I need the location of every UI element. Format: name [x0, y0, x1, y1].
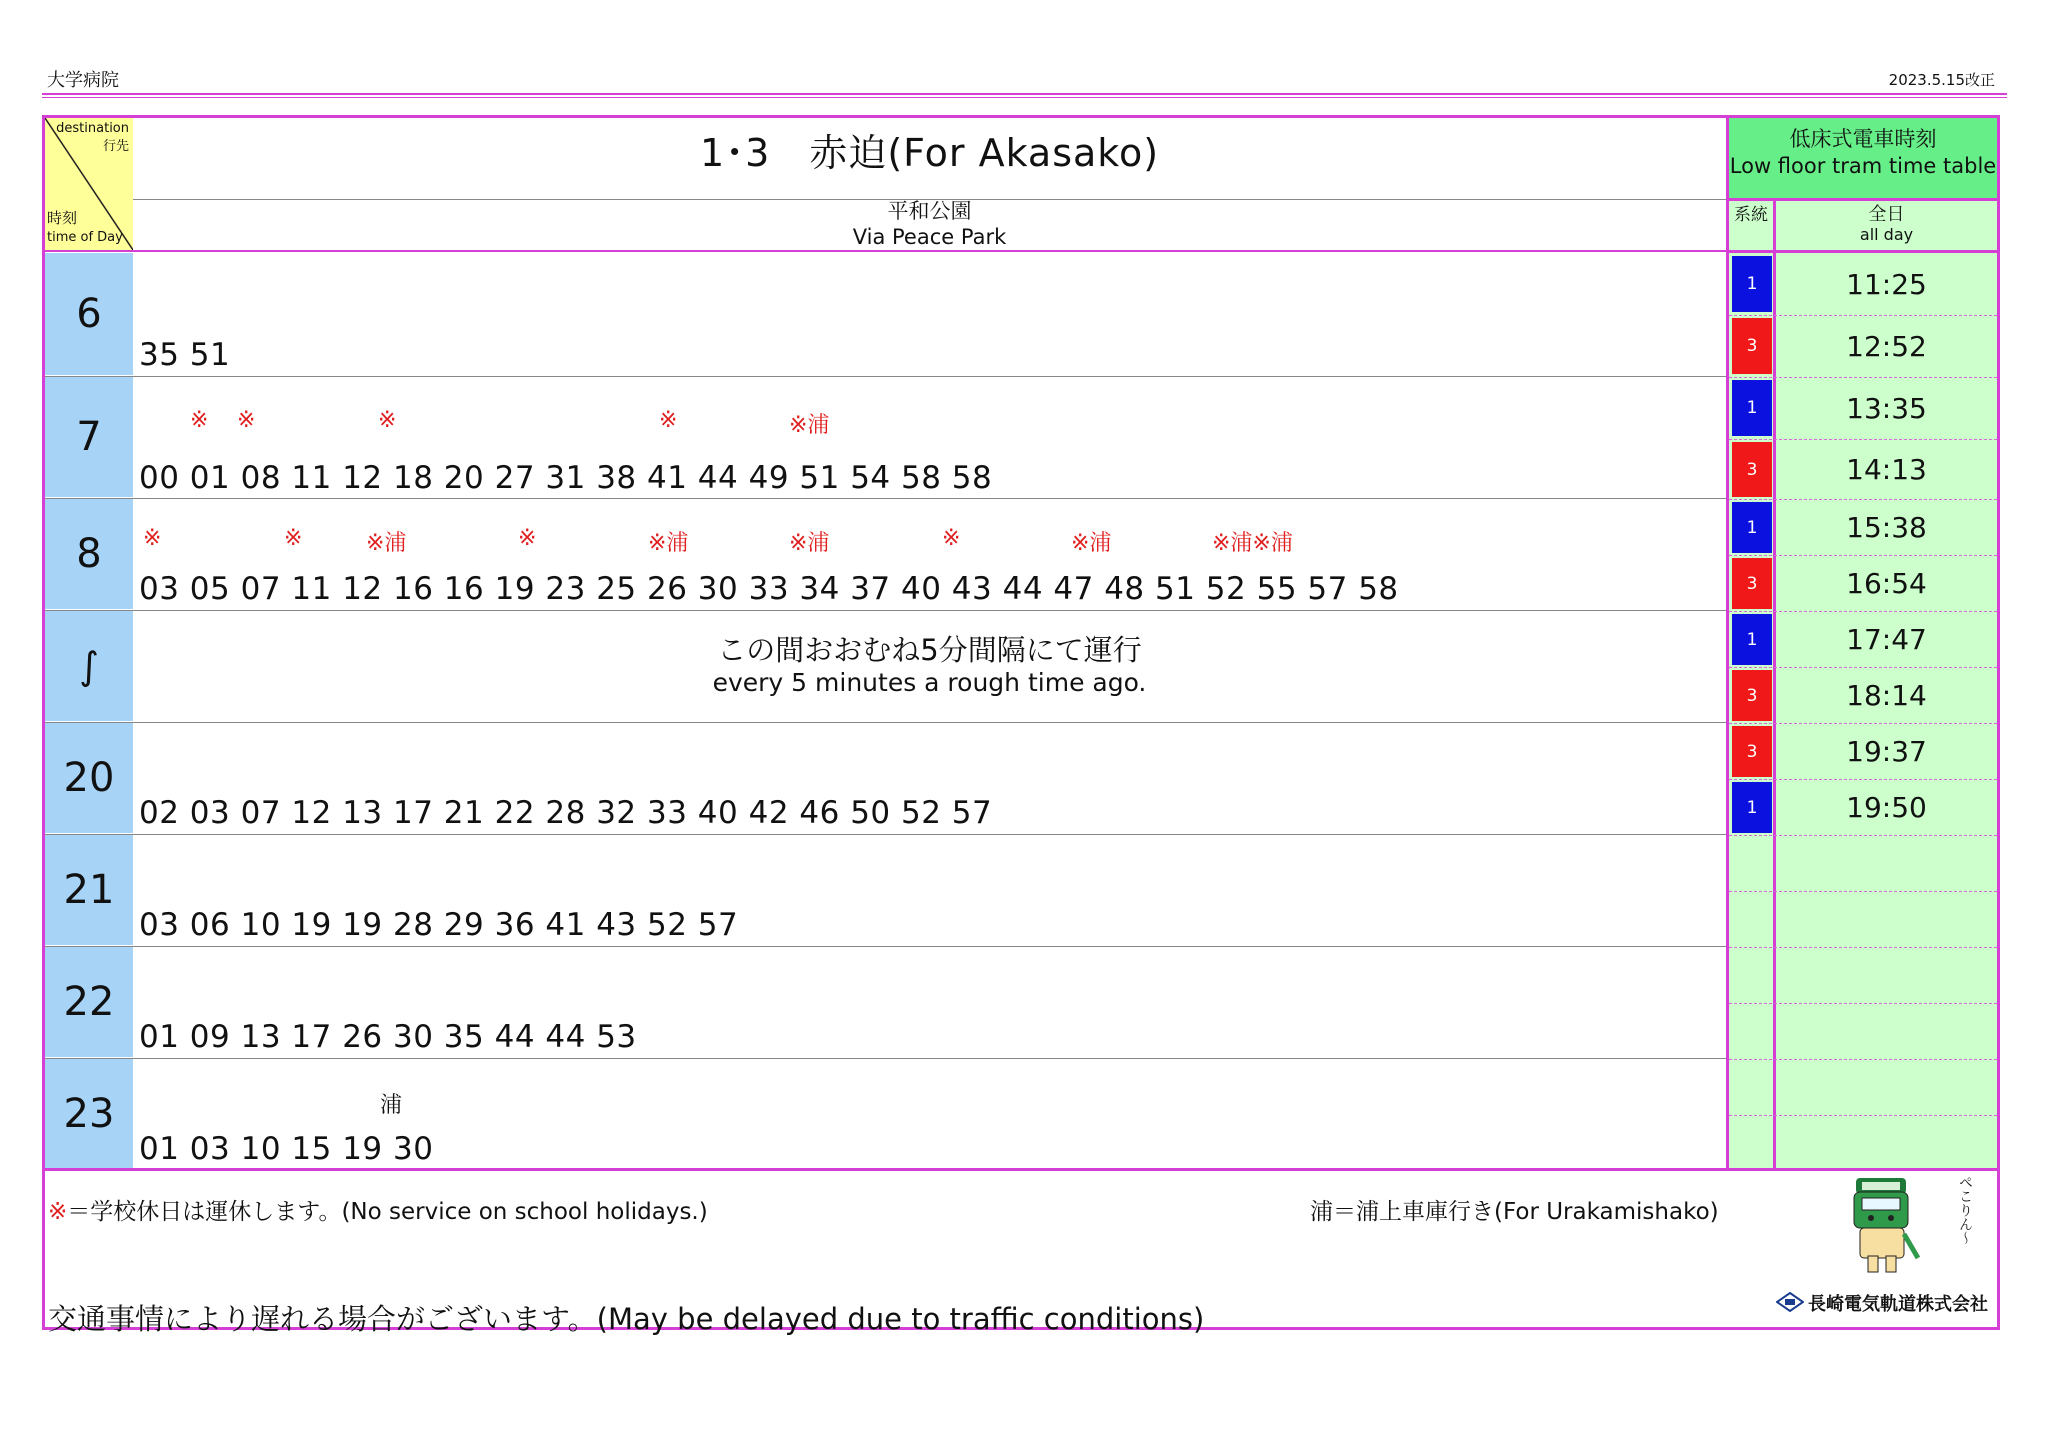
- trip-divider: [1729, 555, 1997, 556]
- via-label: [133, 198, 1726, 250]
- hour-cell: 21: [45, 835, 133, 945]
- row-divider: [45, 1058, 1726, 1059]
- minutes-row: 00 01 08 11 12 18 20 27 31 38 41 44 49 51 54 58 58: [139, 460, 993, 496]
- hour-cell: 20: [45, 723, 133, 833]
- row-divider: [45, 376, 1726, 377]
- corner-dest-en: destination: [56, 121, 129, 136]
- delay-notice: 交通事情により遅れる場合がございます。(May be delayed due to traffic conditions): [48, 1302, 1205, 1336]
- low-floor-title-en: Low floor tram time table: [1729, 154, 1997, 178]
- legend-urakami: 浦＝浦上車庫行き(For Urakamishako): [1310, 1199, 1719, 1225]
- top-rule-thin: [42, 97, 2007, 98]
- trip-time: 19:37: [1846, 735, 1927, 768]
- corner-destination-label: [56, 120, 129, 156]
- company-name: 長崎電気軌道株式会社: [1808, 1294, 1988, 1315]
- trip-divider: [1729, 377, 1997, 378]
- empty-divider: [1729, 1059, 1997, 1060]
- school-mark: ※: [518, 526, 537, 551]
- trip-divider: [1729, 835, 1997, 836]
- legend-school-holiday: [48, 1193, 708, 1226]
- school-mark: ※: [237, 408, 256, 433]
- destination-title: 1･3 赤迫(For Akasako): [699, 131, 1160, 175]
- minutes-row: 01 09 13 17 26 30 35 44 44 53: [139, 1019, 637, 1055]
- corner-dest-jp: 行先: [102, 139, 129, 154]
- trip-time: 19:50: [1846, 791, 1927, 824]
- minutes-row: 03 05 07 11 12 16 16 19 23 25 26 30 33 34 37 40 43 44 47 48 51 52 55 57 58: [139, 571, 1399, 607]
- empty-divider: [1729, 1115, 1997, 1116]
- minutes-row: 35 51: [139, 337, 231, 373]
- header-bottom-rule: [45, 250, 1726, 252]
- route-badge: 3: [1732, 318, 1772, 374]
- trip-time: 17:47: [1846, 623, 1927, 656]
- hour-cell: 6: [45, 253, 133, 375]
- empty-divider: [1729, 1003, 1997, 1004]
- minutes-row: 03 06 10 19 19 28 29 36 41 43 52 57: [139, 907, 739, 943]
- footer-rule: [45, 1168, 1997, 1171]
- corner-time-jp: 時刻: [47, 209, 78, 227]
- route-badge: 1: [1732, 380, 1772, 436]
- trip-divider: [1729, 723, 1997, 724]
- trip-time: 14:13: [1846, 453, 1927, 486]
- top-rule: [42, 93, 2007, 95]
- mascot-caption: ぺこりん～: [1957, 1175, 1973, 1245]
- school-mark: ※: [942, 526, 961, 551]
- mascot-illustration: [1838, 1172, 1948, 1282]
- panel-subhead-rule: [1729, 250, 1997, 253]
- trip-time: 12:52: [1846, 329, 1927, 363]
- school-ura-mark: ※浦: [789, 413, 830, 438]
- school-mark: ※: [190, 408, 209, 433]
- route-badge: 1: [1732, 614, 1772, 665]
- trip-time: 16:54: [1846, 567, 1927, 600]
- via-en: Via Peace Park: [852, 225, 1007, 249]
- trip-divider: [1729, 499, 1997, 500]
- hour-cell: 22: [45, 947, 133, 1057]
- company-logo: [1776, 1292, 1804, 1312]
- trip-divider: [1729, 779, 1997, 780]
- row-divider: [45, 946, 1726, 947]
- interval-note-jp: この間おおむね5分間隔にて運行: [717, 633, 1142, 667]
- corner-cell: [45, 118, 133, 250]
- minutes-row: 02 03 07 12 13 17 21 22 28 32 33 40 42 46 50 52 57: [139, 795, 993, 831]
- school-ura-mark: ※浦: [789, 531, 830, 556]
- route-badge: 1: [1732, 502, 1772, 553]
- school-ura-mark: ※浦: [1071, 531, 1112, 556]
- company-logo-icon: [1776, 1292, 1804, 1312]
- trip-time: 15:38: [1846, 511, 1927, 544]
- stop-name: 大学病院: [47, 70, 119, 91]
- mascot-icon: [1838, 1172, 1948, 1282]
- low-floor-header: [1729, 118, 1997, 198]
- hour-cell: 7: [45, 377, 133, 497]
- route-badge: 3: [1732, 670, 1772, 721]
- legend-mark: ※: [48, 1199, 68, 1225]
- interval-note-en: every 5 minutes a rough time ago.: [712, 668, 1147, 697]
- school-mark: ※: [143, 526, 162, 551]
- low-floor-title-jp: 低床式電車時刻: [1789, 127, 1937, 151]
- revision-date: 2023.5.15改正: [1888, 71, 1995, 89]
- row-divider: [45, 834, 1726, 835]
- allday-column-header: [1776, 201, 1997, 250]
- trip-time: 18:14: [1846, 679, 1927, 712]
- empty-divider: [1729, 947, 1997, 948]
- ura-mark: 浦: [380, 1093, 403, 1118]
- route-badge: 3: [1732, 726, 1772, 777]
- hour-cell: 8: [45, 499, 133, 609]
- via-jp: 平和公園: [887, 199, 972, 223]
- minutes-row: 01 03 10 15 19 30: [139, 1131, 434, 1167]
- trip-time: 11:25: [1846, 267, 1927, 301]
- row-divider: [45, 498, 1726, 499]
- trip-divider: [1729, 439, 1997, 440]
- row-divider: [45, 722, 1726, 723]
- school-ura-mark: ※浦: [648, 531, 689, 556]
- trip-divider: [1729, 611, 1997, 612]
- school-ura-mark: ※浦: [366, 531, 407, 556]
- allday-jp: 全日: [1868, 204, 1905, 225]
- route-badge: 3: [1732, 442, 1772, 497]
- hour-cell: 23: [45, 1059, 133, 1168]
- legend-school-text: ＝学校休日は運休します。(No service on school holidays.): [67, 1199, 708, 1225]
- allday-en: all day: [1859, 225, 1914, 244]
- school-mark: ※: [659, 408, 678, 433]
- corner-time-en: time of Day: [47, 230, 123, 245]
- interval-hour-cell: ∫: [45, 611, 133, 721]
- route-badge: 1: [1732, 256, 1772, 312]
- school-mark: ※: [378, 408, 397, 433]
- route-badge: 1: [1732, 782, 1772, 833]
- school-ura-mark: ※浦※浦: [1212, 531, 1293, 556]
- trip-divider: [1729, 667, 1997, 668]
- route-column-header: 系統: [1729, 201, 1773, 250]
- trip-time: 13:35: [1846, 391, 1927, 425]
- school-mark: ※: [284, 526, 303, 551]
- row-divider: [45, 610, 1726, 611]
- empty-divider: [1729, 891, 1997, 892]
- corner-time-label: [47, 208, 123, 248]
- trip-divider: [1729, 315, 1997, 316]
- route-badge: 3: [1732, 558, 1772, 609]
